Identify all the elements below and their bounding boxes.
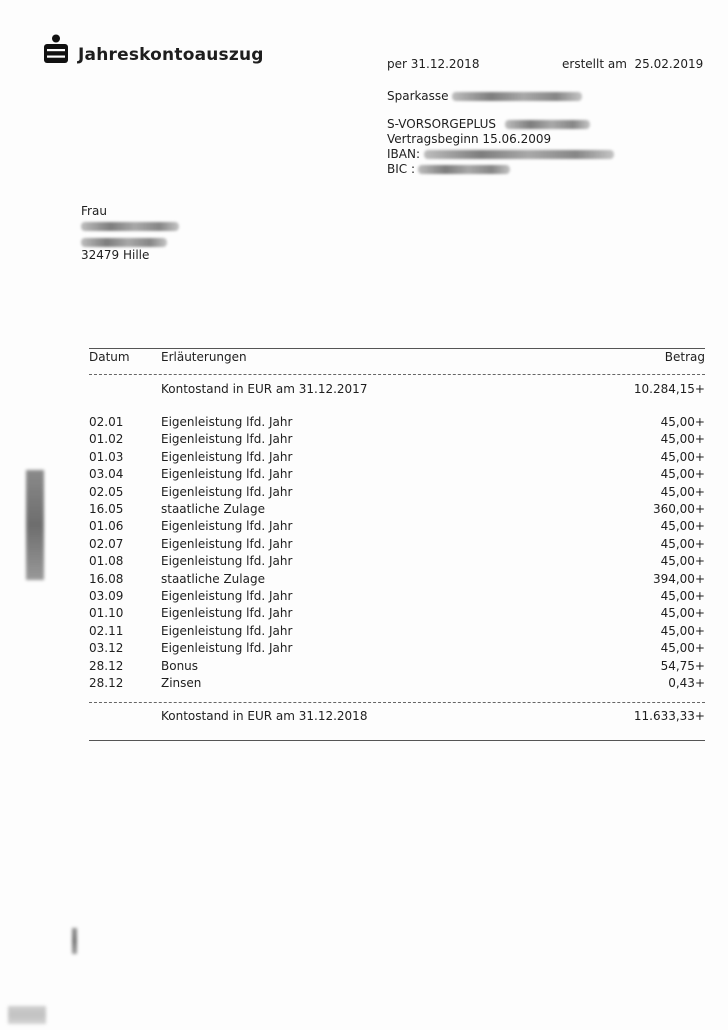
row-description: Eigenleistung lfd. Jahr xyxy=(161,449,293,464)
row-description: Zinsen xyxy=(161,676,202,690)
table-row xyxy=(89,536,705,553)
row-description: Eigenleistung lfd. Jahr xyxy=(161,432,293,447)
col-header-desc: Erläuterungen xyxy=(161,350,247,364)
scan-artifact-mark xyxy=(8,1006,46,1024)
table-row xyxy=(89,484,705,501)
table-row xyxy=(89,623,705,640)
document-title: Jahreskontoauszug xyxy=(78,45,264,65)
row-description: Eigenleistung lfd. Jahr xyxy=(161,519,293,534)
row-amount: 394,00+ xyxy=(652,571,705,586)
row-date: 16.05 xyxy=(89,502,124,516)
sparkasse-logo-icon xyxy=(44,34,68,64)
row-amount: 45,00+ xyxy=(660,519,705,534)
contract-start: Vertragsbeginn 15.06.2009 xyxy=(387,132,552,146)
table-bottom-rule xyxy=(89,740,705,741)
redacted-contract-number xyxy=(505,120,590,129)
row-description: Eigenleistung lfd. Jahr xyxy=(161,484,293,499)
row-amount: 45,00+ xyxy=(660,484,705,499)
row-amount: 54,75+ xyxy=(660,658,705,673)
row-amount: 45,00+ xyxy=(660,449,705,464)
city-line: 32479 Hille xyxy=(81,248,150,262)
table-row xyxy=(89,605,705,622)
row-amount: 45,00+ xyxy=(660,432,705,447)
scan-artifact-mark xyxy=(26,470,44,580)
table-row xyxy=(89,449,705,466)
row-amount: 360,00+ xyxy=(652,502,705,516)
row-description: Bonus xyxy=(161,658,199,673)
row-description: Eigenleistung lfd. Jahr xyxy=(161,606,293,621)
redacted-iban xyxy=(424,150,614,159)
header-dash-rule xyxy=(89,374,705,375)
row-amount: 45,00+ xyxy=(660,415,705,429)
row-description: Eigenleistung lfd. Jahr xyxy=(161,623,293,638)
row-amount: 45,00+ xyxy=(660,623,705,638)
row-amount: 0,43+ xyxy=(668,676,705,690)
iban-label: IBAN: xyxy=(387,147,420,161)
row-description: staatliche Zulage xyxy=(161,571,265,586)
row-date: 02.11 xyxy=(89,623,124,638)
row-description: Eigenleistung lfd. Jahr xyxy=(161,554,293,569)
row-date: 03.12 xyxy=(89,641,124,656)
row-date: 28.12 xyxy=(89,676,124,690)
row-description: Eigenleistung lfd. Jahr xyxy=(161,589,293,603)
per-date: per 31.12.2018 xyxy=(387,57,480,71)
table-row xyxy=(89,658,705,675)
table-row xyxy=(89,588,705,605)
table-row xyxy=(89,466,705,483)
row-date: 02.07 xyxy=(89,536,124,551)
row-date: 28.12 xyxy=(89,658,124,673)
table-row xyxy=(89,518,705,535)
table-top-rule xyxy=(89,348,705,349)
product-label: S-VORSORGEPLUS xyxy=(387,117,497,131)
created-date: 25.02.2019 xyxy=(634,57,704,71)
row-date: 01.06 xyxy=(89,519,124,534)
closing-dash-rule xyxy=(89,702,705,703)
redacted-bic xyxy=(418,165,510,174)
closing-balance-amount: 11.633,33+ xyxy=(633,709,705,723)
row-description: Eigenleistung lfd. Jahr xyxy=(161,536,293,551)
row-date: 01.10 xyxy=(89,606,124,621)
row-date: 02.01 xyxy=(89,415,124,429)
opening-balance-label: Kontostand in EUR am 31.12.2017 xyxy=(161,382,368,396)
scan-artifact-mark xyxy=(72,928,77,954)
row-date: 16.08 xyxy=(89,571,124,586)
opening-balance-amount: 10.284,15+ xyxy=(633,382,705,396)
salutation: Frau xyxy=(81,204,107,218)
table-row xyxy=(89,553,705,570)
row-amount: 45,00+ xyxy=(660,641,705,656)
row-date: 01.02 xyxy=(89,432,124,447)
row-amount: 45,00+ xyxy=(660,536,705,551)
row-description: Eigenleistung lfd. Jahr xyxy=(161,467,293,482)
table-row xyxy=(89,501,705,518)
row-amount: 45,00+ xyxy=(660,589,705,603)
created-label: erstellt am xyxy=(562,57,627,71)
table-row xyxy=(89,675,705,692)
redacted-bank-name xyxy=(452,92,582,101)
row-date: 02.05 xyxy=(89,484,124,499)
redacted-street xyxy=(81,238,167,247)
created-info xyxy=(562,57,703,71)
col-header-date: Datum xyxy=(89,350,130,364)
row-amount: 45,00+ xyxy=(660,606,705,621)
table-row xyxy=(89,431,705,448)
row-description: Eigenleistung lfd. Jahr xyxy=(161,415,293,429)
closing-balance-label: Kontostand in EUR am 31.12.2018 xyxy=(161,709,368,723)
row-date: 01.03 xyxy=(89,449,124,464)
row-date: 03.09 xyxy=(89,589,124,603)
table-row xyxy=(89,640,705,657)
bic-label: BIC : xyxy=(387,162,416,176)
row-date: 01.08 xyxy=(89,554,124,569)
row-description: Eigenleistung lfd. Jahr xyxy=(161,641,293,656)
table-row xyxy=(89,571,705,588)
table-row xyxy=(89,414,705,431)
row-date: 03.04 xyxy=(89,467,124,482)
row-amount: 45,00+ xyxy=(660,554,705,569)
row-description: staatliche Zulage xyxy=(161,502,265,516)
bank-line xyxy=(387,89,449,103)
bank-label: Sparkasse xyxy=(387,89,449,103)
col-header-amount: Betrag xyxy=(664,350,705,364)
row-amount: 45,00+ xyxy=(660,467,705,482)
redacted-name xyxy=(81,222,179,231)
